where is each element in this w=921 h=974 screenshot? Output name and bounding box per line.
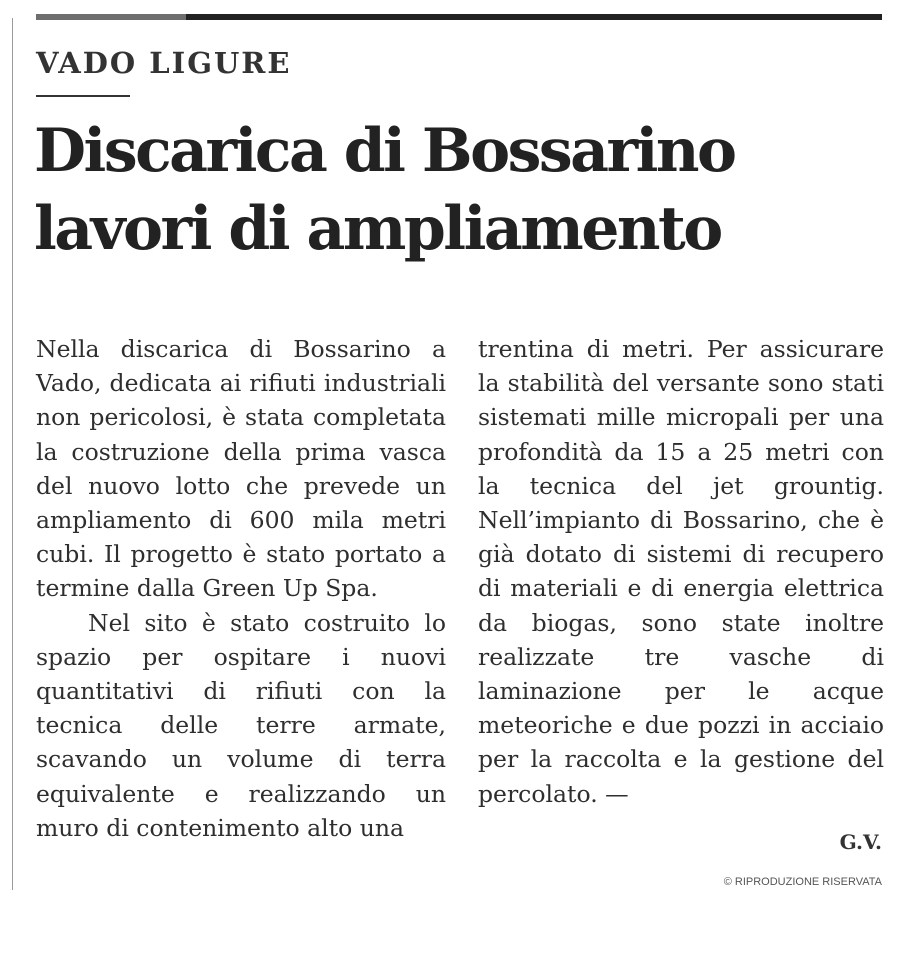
article-column-right [478,332,884,811]
body-paragraph-2: Nel sito è stato costruito lo spazio per ospitare i nuovi quantitativi di rifiuti con la tecnica delle terre armate, scavando un volume di terra equivalente e realizzando un muro di contenimento alto una [36,608,446,842]
author-signature: G.V. [839,830,882,854]
body-paragraph-2-continued: trentina di metri. Per assicurare la stabilità del versante sono stati sistemati mille micropali per una profondità da 15 a 25 metri con la tecnica del jet grountig. Nell’impianto di Bossarino, che è già dotato di sistemi di recupero di materiali e di energia elettrica da biogas, sono state inoltre realizzate tre vasche di laminazione per le acque meteoriche e due pozzi in acciaio per la raccolta e la gestione del percolato. — [478,335,884,808]
section-top-rule-accent [36,14,186,20]
article-column-left [36,332,446,845]
body-paragraph-1: Nella discarica di Bossarino a Vado, dedicata ai rifiuti industriali non pericolosi, è stata completata la costruzione della prima vasca del nuovo lotto che prevede un ampliamento di 600 mila metri cubi. Il progetto è stato portato a termine dalla Green Up Spa. [36,335,446,603]
kicker-underline [36,95,130,97]
kicker-location: VADO LIGURE [36,46,292,80]
copyright-notice: © RIPRODUZIONE RISERVATA [723,876,882,888]
headline-line-2: lavori di ampliamento [34,194,721,264]
headline [34,112,894,268]
page-edge-rule [12,18,13,890]
headline-line-1: Discarica di Bossarino [34,116,735,186]
